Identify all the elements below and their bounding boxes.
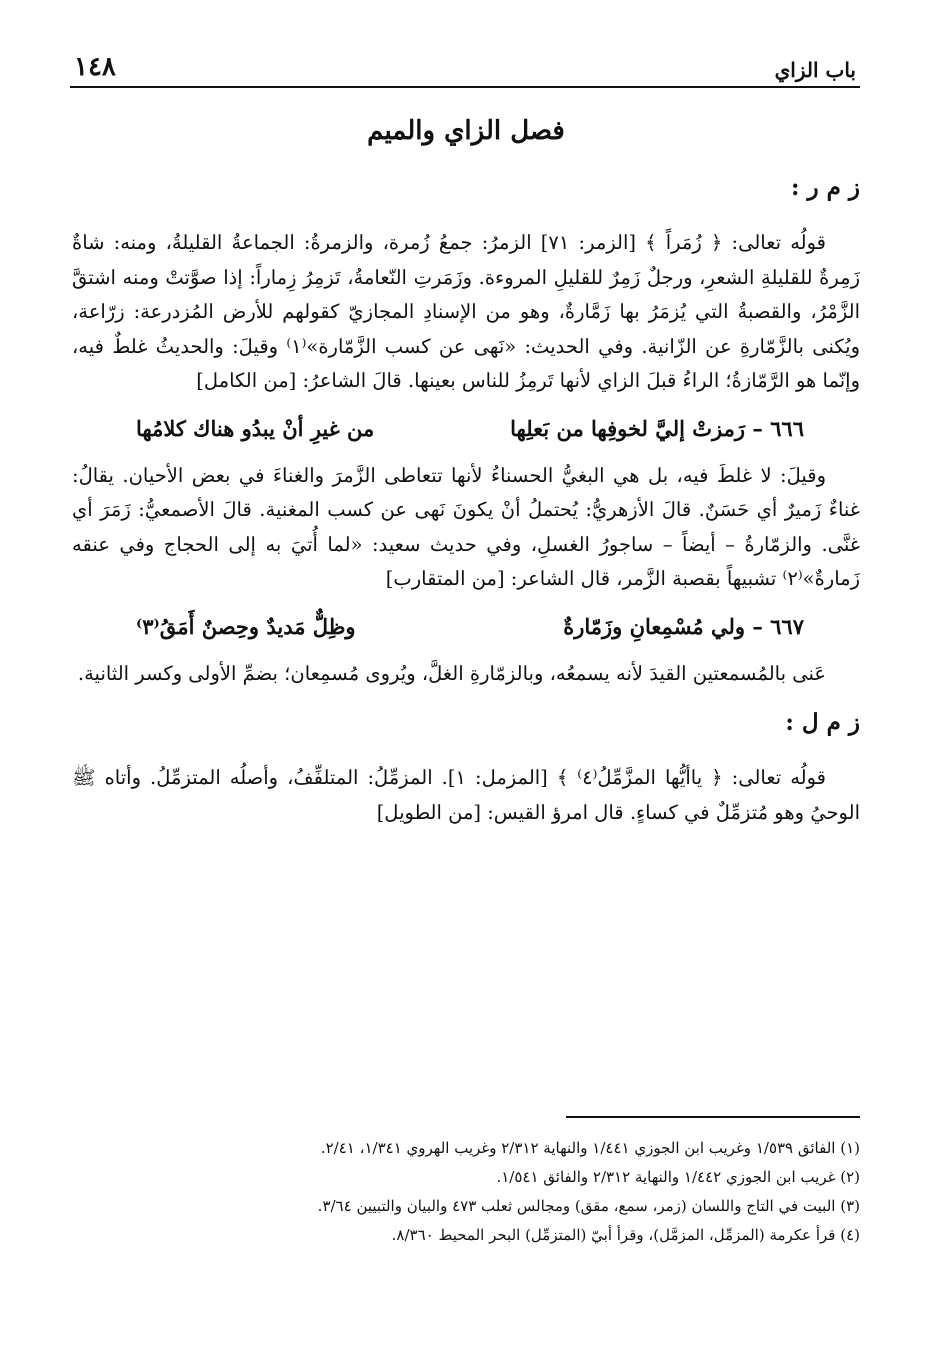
- entry-head: ز م ر :: [791, 174, 860, 201]
- verse-hemistich-second: وظِلٌّ مَديدٌ وحِصنٌ أَمَقُ⁽٣⁾: [136, 614, 356, 639]
- footnotes: [70, 1134, 860, 1250]
- verse-hemistich-first: ٦٦٦ – رَمزتْ إليَّ لخوفِها من بَعلِها: [510, 416, 804, 441]
- entry-zmr: [72, 174, 860, 691]
- paragraph: عَنى بالمُسمعتين القيدَ لأنه يسمعُه، وبالزمّارةِ الغلَّ، ويُروى مُسمِعان؛ بضمِّ الأولى وكسر الثانية.: [77, 661, 826, 685]
- paragraph: قولُه تعالى: ﴿ زُمَراً ﴾ [الزمر: ٧١] الزمرُ: جمعُ زُمرة، والزمرةُ: الجماعةُ القليلةُ، ومنه: شاةٌ زَمِرةٌ للقليلةِ الشعرِ، ورجلٌ زَمِرٌ للقليلِ المروءة. وزَمَرتِ النّعامةُ، تَزمِرُ زِماراً: إذا صوَّتتْ ومنه اشتقَّ الزَّمْرُ، والقصبةُ التي يُزمَرُ بها زَمَّارةٌ، وهو من الإسنادِ المجازيّ كقولهم للأرض المُزدرعة: زرّاعة، ويُكنى بالزَّمّارةِ عن الزّانية. وفي الحديث: «نَهى عن كسب الزَّمّارة»⁽١⁾ وقيلَ: والحديثُ غلطٌ فيه، وإنّما هو الرَّمّازةُ؛ الراءُ قبلَ الزاي لأنها تَرمِزُ للناس بعينها. قالَ الشاعرُ: [من الكامل]: [72, 231, 860, 392]
- running-head: [70, 48, 860, 88]
- footnote: (٢) غريب ابن الجوزي ١/٤٤٢ والنهاية ٢/٣١٢ والفائق ١/٥٤١.: [496, 1168, 860, 1186]
- section-title: فصل الزاي والميم: [367, 116, 565, 146]
- page-number: ١٤٨: [74, 52, 116, 82]
- footnote-divider: [566, 1116, 860, 1118]
- footnote: (٤) قرأ عكرمة (المزمِّل، المزمَّل)، وقرأ أبيّ (المتزمِّل) البحر المحيط ٨/٣٦٠.: [391, 1226, 860, 1244]
- chapter-title: باب الزاي: [774, 58, 856, 82]
- entry-zml: [72, 709, 860, 830]
- paragraph: وقيلَ: لا غلطَ فيه، بل هي البغيُّ الحسناءُ لأنها تتعاطى الزَّمرَ والغناءَ في بعض الأحيان. يقالُ: غناءٌ زَميرٌ أي حَسَنٌ. قالَ الأزهريُّ: يُحتملُ أنْ يكونَ نَهى عن كسب المغنية. قالَ الأصمعيُّ: زَمَرَ أي غنَّى. والزمّارةُ – أيضاً – ساجورُ الغسلِ، وفي حديث سعيد: «لما أُتيَ به إلى الحجاج وفي عنقه زَمارةٌ»⁽٢⁾ تشبيهاً بقصبة الزَّمر، قال الشاعر: [من المتقارب]: [72, 463, 860, 590]
- verse-hemistich-first: ٦٦٧ – ولي مُسْمِعانِ وزَمّارةٌ: [563, 614, 804, 639]
- footnote: (١) الفائق ١/٥٣٩ وغريب ابن الجوزي ١/٤٤١ والنهاية ٢/٣١٢ وغريب الهروي ١/٣٤١، ٢/٤١.: [320, 1139, 860, 1157]
- verse-hemistich-second: من غيرِ أنْ يبدُو هناك كلامُها: [136, 416, 375, 441]
- paragraph: قولُه تعالى: ﴿ ياأيُّها المزَّمِّلُ⁽٤⁾ ﴾ [المزمل: ١]. المزمِّلُ: المتلفِّفُ، وأصلُه المتزمِّلُ. وأتاه ﷺ الوحيُ وهو مُتزمِّلٌ في كساءٍ. قال امرؤ القيس: [من الطويل]: [72, 766, 860, 824]
- verse-667: [72, 607, 860, 647]
- verse-666: [72, 409, 860, 449]
- footnote: (٣) البيت في التاج واللسان (زمر، سمع، مقق) ومجالس ثعلب ٤٧٣ والبيان والتبيين ٣/٦٤.: [317, 1197, 860, 1215]
- entry-head: ز م ل :: [785, 709, 860, 736]
